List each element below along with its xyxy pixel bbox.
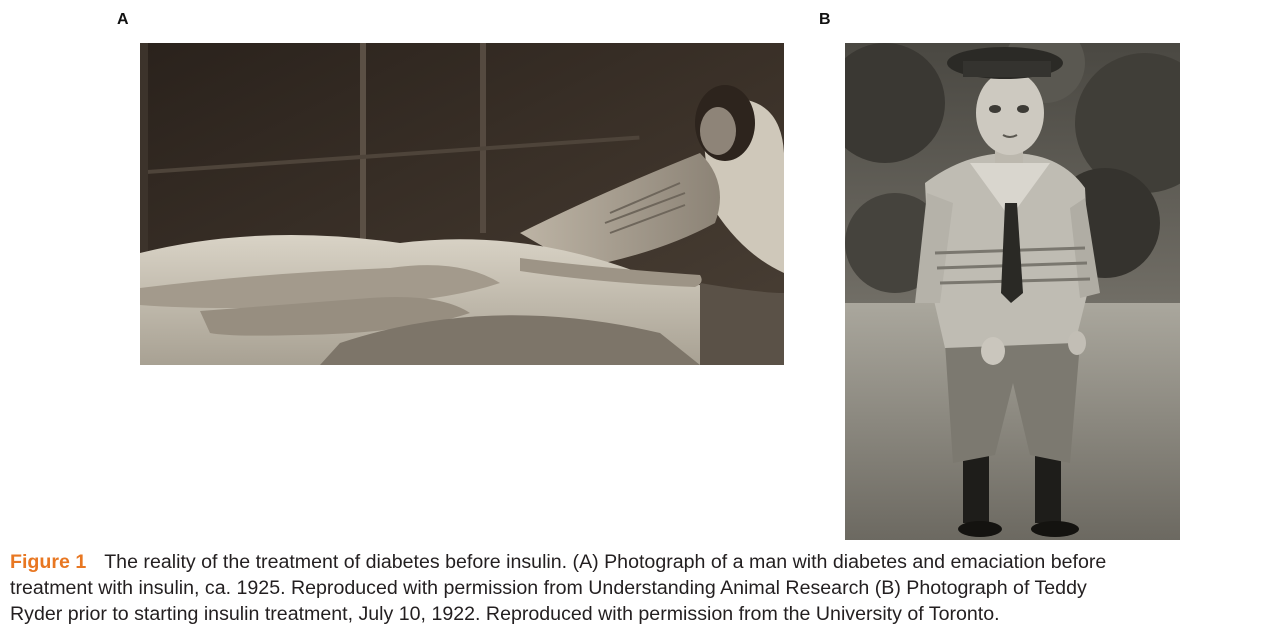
caption-line-3: Ryder prior to starting insulin treatment, July 10, 1922. Reproduced with permission from the University of Toronto. bbox=[10, 603, 1000, 625]
figure-caption bbox=[10, 549, 1278, 627]
panel-a-label: A bbox=[117, 11, 129, 28]
figure-caption-label: Figure 1 bbox=[10, 551, 87, 573]
caption-line-1: The reality of the treatment of diabetes before insulin. (A) Photograph of a man with diabetes and emaciation before bbox=[104, 551, 1107, 573]
photo-boy-sailor-suit bbox=[845, 43, 1180, 540]
photo-emaciated-man bbox=[140, 43, 784, 365]
caption-line-2: treatment with insulin, ca. 1925. Reproduced with permission from Understanding Animal Research (B) Photograph of Teddy bbox=[10, 577, 1087, 599]
panel-b-label: B bbox=[819, 11, 831, 28]
